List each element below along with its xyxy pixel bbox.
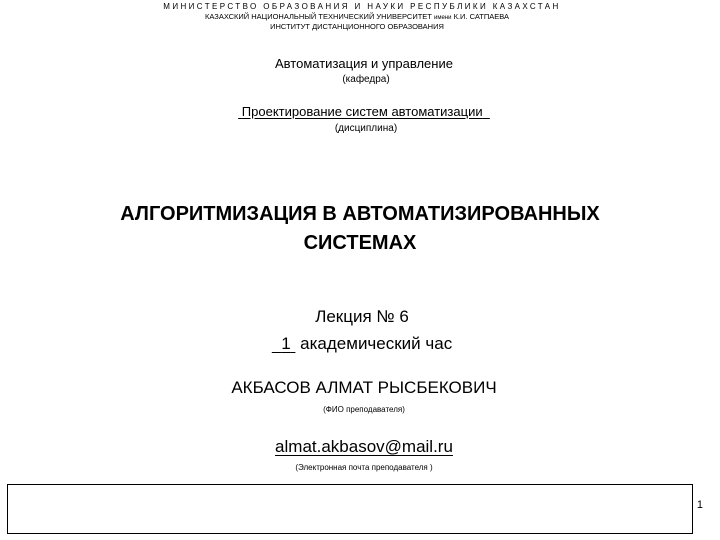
discipline-caption: (дисциплина) bbox=[334, 123, 398, 134]
university-header bbox=[0, 12, 717, 21]
lecture-title bbox=[0, 200, 720, 258]
institute-header: ИНСТИТУТ ДИСТАНЦИОННОГО ОБРАЗОВАНИЯ bbox=[270, 22, 444, 31]
lecture-hours bbox=[2, 334, 720, 354]
teacher-caption: (ФИО преподавателя) bbox=[323, 405, 405, 414]
page-number: 1 bbox=[696, 499, 703, 511]
lecture-title-line-1: АЛГОРИТМИЗАЦИЯ В АВТОМАТИЗИРОВАННЫХ bbox=[120, 203, 600, 225]
page-footer-frame bbox=[7, 484, 693, 534]
lecture-number: Лекция № 6 bbox=[315, 307, 409, 326]
discipline-line bbox=[4, 104, 720, 119]
lecture-title-line-2: СИСТЕМАХ bbox=[303, 232, 417, 254]
discipline-name: Проектирование систем автоматизации bbox=[241, 104, 483, 119]
lecture-hours-label: академический час bbox=[300, 334, 453, 353]
university-name-prefix: имени bbox=[433, 15, 452, 21]
teacher-email bbox=[4, 437, 720, 457]
university-main-name: КАЗАХСКИЙ НАЦИОНАЛЬНЫЙ ТЕХНИЧЕСКИЙ УНИВЕРСИТЕТ bbox=[205, 12, 432, 21]
ministry-header: МИНИСТЕРСТВО ОБРАЗОВАНИЯ И НАУКИ РЕСПУБЛИКИ КАЗАХСТАН bbox=[163, 2, 561, 11]
university-namesake: К.И. САТПАЕВА bbox=[453, 12, 509, 21]
teacher-email-caption: (Электронная почта преподавателя ) bbox=[295, 463, 433, 472]
teacher-email-link[interactable]: almat.akbasov@mail.ru bbox=[275, 437, 453, 456]
department-name: Автоматизация и управление bbox=[275, 56, 453, 71]
department-caption: (кафедра) bbox=[342, 74, 390, 85]
teacher-name: АКБАСОВ АЛМАТ РЫСБЕКОВИЧ bbox=[231, 378, 497, 397]
lecture-hours-value: 1 bbox=[281, 334, 291, 353]
